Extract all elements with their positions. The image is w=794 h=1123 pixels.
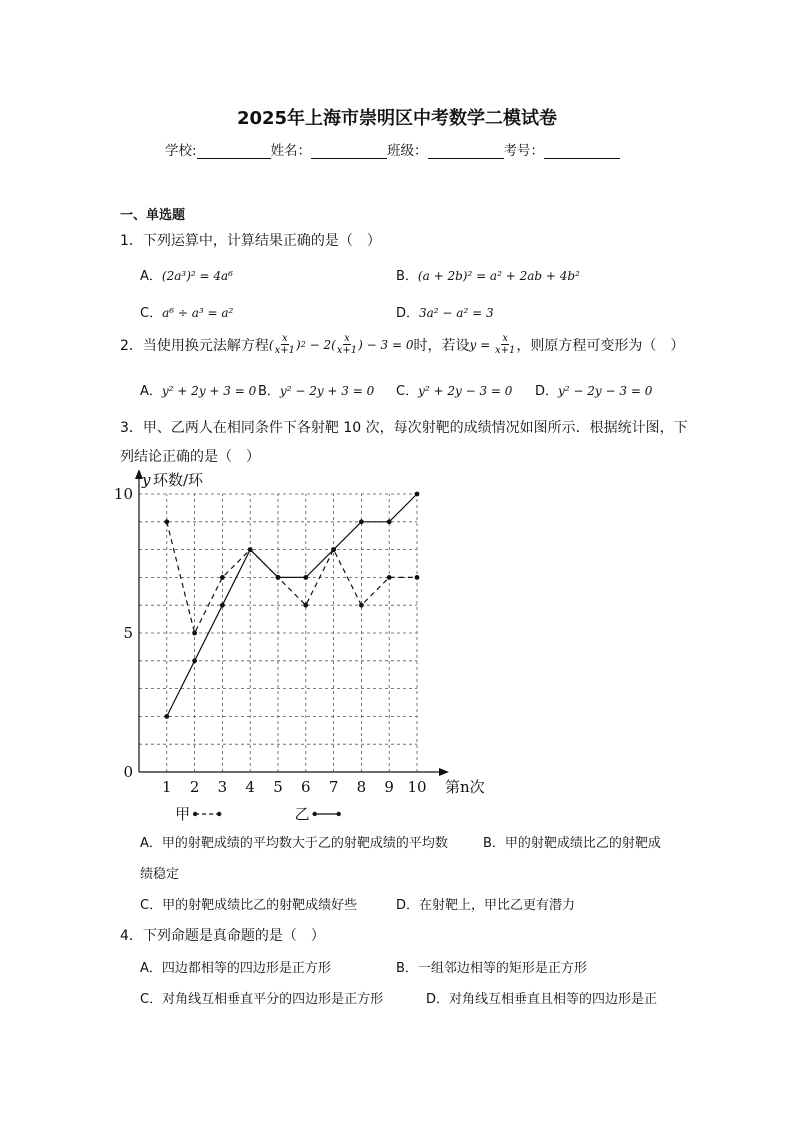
y-axis-letter: y [142,471,151,489]
x-tick-label: 6 [301,778,311,796]
x-tick-label: 8 [356,778,367,796]
q3-option-d[interactable]: D．在射靶上，甲比乙更有潜力 [396,898,576,913]
q2-option-c[interactable]: C．y² + 2y − 3 = 0 [396,384,513,399]
data-point [387,519,392,524]
data-point [415,575,420,580]
question-2-stem: 2．当使用换元法解方程 ( $\frac{x}{x+1}$ ) 2 − 2( $\frac{x}{x+1}$ ) − 3 = 0 时，若设 y = $\frac{x}{x+1}$ ，则原方程可变形为（ ） [120,333,685,356]
legend-marker [336,812,340,816]
data-point [248,547,253,552]
x-axis-arrow [439,768,449,776]
q1-option-b[interactable]: B．(a + 2b)² = a² + 2ab + 4b² [396,269,580,284]
chart-labels [114,471,485,796]
class-blank[interactable] [428,144,504,159]
data-point [164,519,169,524]
data-point [303,603,308,608]
school-label: 学校: [165,143,197,159]
x-tick-label: 9 [384,778,394,796]
data-point [220,603,225,608]
q2-option-d[interactable]: D．y² − 2y − 3 = 0 [535,384,653,399]
y-axis-label: 环数/环 [153,471,204,489]
exam-number-label: 考号： [503,143,545,159]
q4-option-a[interactable]: A．四边都相等的四边形是正方形 [140,961,331,976]
exam-number-blank[interactable] [544,144,620,159]
question-4-stem: 4．下列命题是真命题的是（ ） [120,928,325,944]
class-label: 班级： [387,143,428,159]
data-point [359,603,364,608]
data-point [331,547,336,552]
legend-label: 乙 [294,805,310,823]
q4-option-c[interactable]: C．对角线互相垂直平分的四边形是正方形 [140,992,384,1007]
page-title: 2025年上海市崇明区中考数学二模试卷 [236,108,558,129]
y-tick-label: 0 [123,763,133,781]
y-tick-label: 5 [123,624,133,642]
q1-option-a[interactable]: A．(2a³)² = 4a⁶ [140,269,233,284]
chart-axes [135,470,449,776]
data-point [164,714,169,719]
q1-option-d[interactable]: D．3a² − a² = 3 [396,306,494,321]
data-point [387,575,392,580]
shooting-scores-chart [110,470,510,830]
equation: ( $\frac{x}{x+1}$ ) 2 − 2( $\frac{x}{x+1}$ ) − 3 = 0 [268,333,414,356]
q3-option-a[interactable]: A．甲的射靶成绩的平均数大于乙的射靶成绩的平均数 [140,836,448,851]
y-tick-label: 10 [113,485,133,503]
q4-option-d[interactable]: D．对角线互相垂直且相等的四边形是正 [426,992,658,1007]
question-3-stem-line1: 3．甲、乙两人在相同条件下各射靶 10 次，每次射靶的成绩情况如图所示．根据统计图，下 [120,420,688,436]
x-tick-label: 1 [162,778,172,796]
school-blank[interactable] [197,144,271,159]
substitution: y = $\frac{x}{x+1}$ [469,333,516,356]
chart-legend [175,805,341,823]
x-tick-label: 7 [328,778,339,796]
q3-option-b[interactable]: B．甲的射靶成绩比乙的射靶成 [483,836,661,851]
q3-option-b-continued: 绩稳定 [140,867,180,882]
question-1-stem: 1．下列运算中，计算结果正确的是（ ） [120,233,381,249]
data-point [220,575,225,580]
x-tick-label: 5 [273,778,283,796]
q3-option-c[interactable]: C．甲的射靶成绩比乙的射靶成绩好些 [140,898,358,913]
legend-marker [217,812,221,816]
chart-grid [139,494,417,772]
legend-marker [312,812,316,816]
data-point [276,575,281,580]
name-label: 姓名： [270,143,312,159]
x-tick-label: 10 [407,778,427,796]
section-heading: 一、单选题 [120,208,186,223]
legend-marker [193,812,197,816]
data-point [192,658,197,663]
name-blank[interactable] [311,144,387,159]
data-point [192,631,197,636]
question-3-stem-line2: 列结论正确的是（ ） [120,449,260,465]
x-tick-label: 4 [245,778,255,796]
q2-option-a[interactable]: A．y² + 2y + 3 = 0 [140,384,257,399]
legend-label: 甲 [175,805,191,823]
x-axis-label: 第n次 [445,778,485,796]
student-info-line [165,139,620,159]
q4-option-b[interactable]: B．一组邻边相等的矩形是正方形 [396,961,587,976]
data-point [415,492,420,497]
x-tick-label: 3 [217,778,228,796]
q2-option-b[interactable]: B．y² − 2y + 3 = 0 [258,384,375,399]
data-point [303,575,308,580]
data-point [359,519,364,524]
x-tick-label: 2 [189,778,200,796]
q1-option-c[interactable]: C．a⁶ ÷ a³ = a² [140,306,234,321]
